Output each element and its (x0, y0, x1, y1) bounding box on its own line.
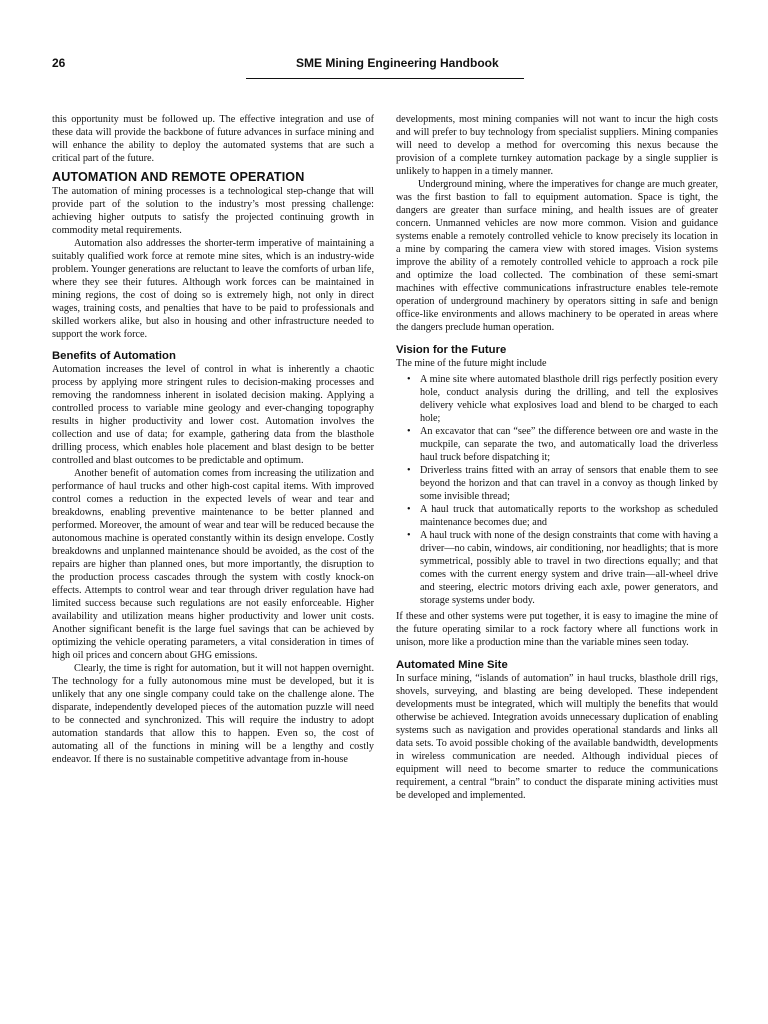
list-item: • A mine site where automated blasthole drill rigs perfectly position every hole, conduct analysis during the drilling, and tell the explosives delivery vehicle what explosives load and blend to be charged to each hole; (407, 374, 718, 424)
paragraph: Automation also addresses the shorter-term imperative of maintaining a suitably qualified work force at remote mine sites, which is an industry-wide problem. Younger generations are reluctant to leave the comforts of urban life, where they see their futures. Although work forces can be maintained in mining regions, the cost of doing so is extremely high, not only in direct wages, training costs, and penalties that have to be paid to professionals and skilled workers alike, but also in housing and other infrastructure needed to support the work force. (52, 238, 374, 340)
paragraph: Another benefit of automation comes from increasing the utilization and performance of haul trucks and other high-cost capital items. With improved control comes a reduction in the expected levels of wear and tear and breakdowns, enabling preventive maintenance to be better planned and performed. Moreover, the amount of wear and tear will be reduced because the autonomous machine is operated constantly within its design envelope. Costly breakdowns and unplanned maintenance should be avoided, as the cost of the repairs are higher than planned ones, but more importantly, the disruption to the production process cascades through the system with costly knock-on effects. Attempts to control wear and tear through driver regulation have had limited success because such regulations are not easily enforceable. Higher availability and utilization means higher productivity and lower unit costs. Another significant benefit is the large fuel savings that can be achieved by optimizing the vehicle operating parameters, a vital consideration in times of high oil prices and concern about GHG emissions. (52, 468, 374, 661)
bullet-icon: • (407, 426, 411, 437)
vision-bullet-list (396, 373, 718, 607)
subsection-heading-benefits: Benefits of Automation (52, 350, 176, 362)
list-item: • A haul truck with none of the design constraints that come with having a driver—no cabin, windows, air conditioning, nor headlights; that is more symmetrical, possibly able to travel in two directions equally; and that comes with the current energy system and drive train—all-wheel drive and steering, electric motors driving each axle, power generators, and storage systems under body. (407, 530, 718, 606)
paragraph: Clearly, the time is right for automation, but it will not happen overnight. The technology for a fully autonomous mine must be developed, but it is unlikely that any one single company could take on the challenge alone. The disparate, independently developed pieces of the automation puzzle will need to be connected and synchronized. This will require the industry to adopt automation standards that allow this to happen. Even so, the cost of automating all of the functions in mining will be a lengthy and costly endeavor. If there is no sustainable competitive advantage from in-house (52, 663, 374, 765)
paragraph: Underground mining, where the imperatives for change are much greater, was the first bastion to fall to equipment automation. Space is tight, the dangers are greater than surface mining, and health issues are of greater concern. Unmanned vehicles are now more common. Vision and guidance systems enable a remotely controlled vehicle to know precisely its location in a mine by comparing the camera view with stored images. Vision systems improve the ability of a remotely controlled vehicle to approach a rock pile and optimize the load collected. The combination of these semi-smart machines with effective communications infrastructure enables tele-remote operation of underground machinery by operators sitting in safe and benign office-like environments and allows machinery to be operated in areas where the dangers preclude human operation. (396, 179, 718, 333)
subsection-heading-vision: Vision for the Future (396, 344, 507, 356)
section-heading-automation: AUTOMATION AND REMOTE OPERATION (52, 170, 305, 184)
list-item: • An excavator that can “see” the difference between ore and waste in the muckpile, can separate the two, and automatically load the driverless haul truck before dispatching it; (407, 426, 718, 463)
paragraph: The mine of the future might include (396, 358, 547, 369)
bullet-icon: • (407, 504, 411, 515)
page-number: 26 (52, 56, 66, 70)
right-column (396, 113, 718, 802)
header-rule (246, 78, 524, 79)
paragraph: The automation of mining processes is a technological step-change that will provide part of the solution to the industry’s most pressing challenge: achieving higher outputs to satisfy the projected continuing growth in commodity metal requirements. (52, 186, 374, 236)
bullet-icon: • (407, 530, 411, 541)
paragraph: In surface mining, “islands of automation” in haul trucks, blasthole drill rigs, shovels, surveying, and blasting are being developed. These independent developments must be integrated, which will multiply the benefits that would otherwise be achieved. Integration avoids unnecessary duplication of enabling systems such as navigation and provides operational standards and links all data sets. To avoid possible choking of the available bandwidth, developments in wireless communication are needed. Although individual pieces of equipment will need to become smarter to reduce the communications requirement, a central “brain” to conduct the disparate mining activities must be developed and implemented. (396, 673, 718, 801)
paragraph: If these and other systems were put together, it is easy to imagine the mine of the future operating similar to a rock factory where all functions work in unison, more like a production mine than the variable mines seen today. (396, 611, 718, 648)
running-title: SME Mining Engineering Handbook (296, 56, 499, 70)
intro-paragraph: this opportunity must be followed up. The effective integration and use of these data will provide the backbone of future advances in surface mining and will enhance the ability to deploy the automated systems that are such a critical part of the future. (52, 114, 374, 164)
list-item: • A haul truck that automatically reports to the workshop as scheduled maintenance becomes due; and (407, 504, 718, 528)
subsection-heading-mine-site: Automated Mine Site (396, 659, 508, 671)
list-item: • Driverless trains fitted with an array of sensors that enable them to see beyond the horizon and that can travel in a convoy as though linked by some invisible thread; (407, 465, 718, 502)
bullet-icon: • (407, 374, 411, 385)
paragraph: developments, most mining companies will not want to incur the high costs and will prefer to buy technology from specialist suppliers. Mining companies will need to develop a method for overcoming this nexus because the provision of a complete turnkey automation package by a single supplier is unlikely to happen in a timely manner. (396, 114, 718, 177)
left-column (52, 113, 374, 766)
bullet-icon: • (407, 465, 411, 476)
paragraph: Automation increases the level of control in what is inherently a chaotic process by applying more stringent rules to decision-making processes and removing the randomness inherent in isolated decision making. Applying a controlled process to variable mine geology and ever-changing topography results in higher productivity and lower cost. Automation involves the collection and use of data; for example, gathering data from the blasthole drilling process, which enables hole placement and blast design to be better controlled and blast outcomes to be predictable and optimum. (52, 364, 374, 466)
